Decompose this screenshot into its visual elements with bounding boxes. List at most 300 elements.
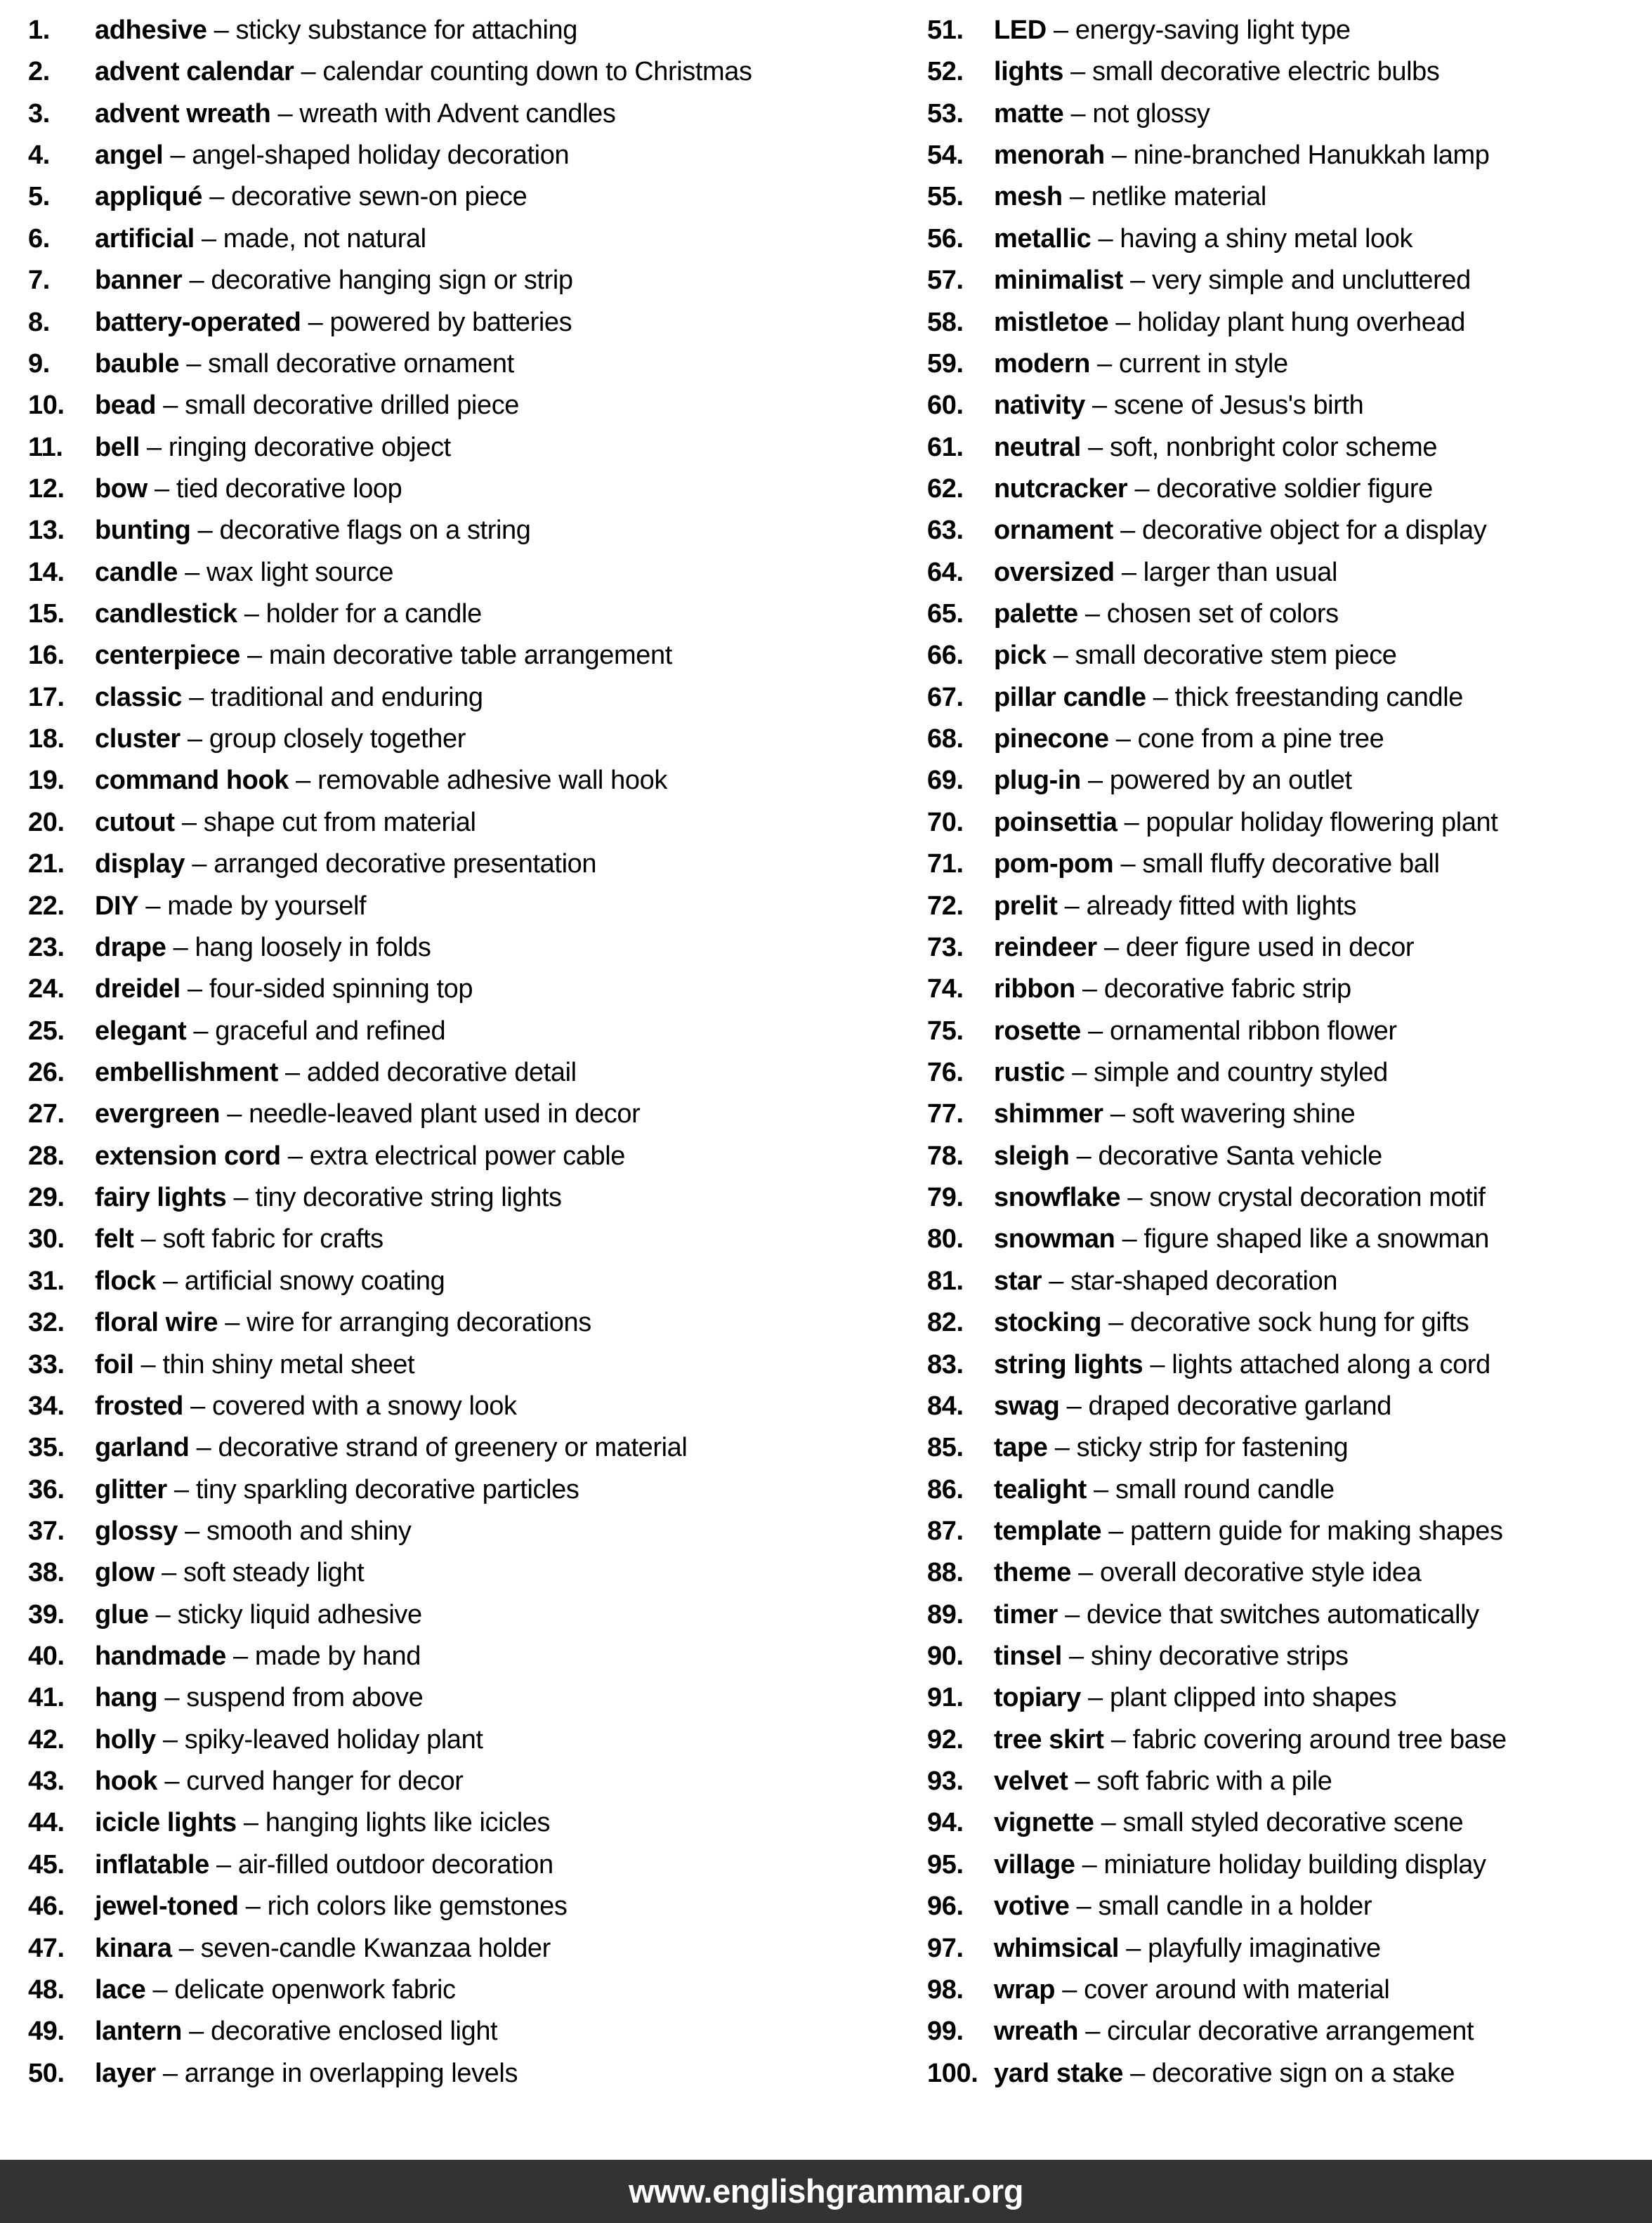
item-number: 46. <box>28 1891 65 1922</box>
item-term: nativity <box>994 391 1085 421</box>
item-number: 45. <box>28 1849 65 1880</box>
item-definition: – playfully imaginative <box>1119 1933 1381 1963</box>
item-term: icicle lights <box>95 1808 237 1838</box>
item-number: 81. <box>927 1266 964 1296</box>
item-term: reindeer <box>994 932 1097 962</box>
item-number: 98. <box>927 1974 964 2005</box>
vocab-item <box>28 93 752 135</box>
vocab-item <box>927 1844 1507 1886</box>
item-definition: – decorative enclosed light <box>181 2017 498 2047</box>
vocab-item <box>28 1928 752 1969</box>
item-definition: – main decorative table arrangement <box>240 641 672 671</box>
vocab-item <box>28 10 752 51</box>
item-number: 58. <box>927 307 964 337</box>
vocab-item <box>927 1219 1507 1260</box>
item-definition: – group closely together <box>180 724 466 754</box>
item-definition: – rich colors like gemstones <box>238 1891 568 1922</box>
item-term: classic <box>95 682 182 712</box>
item-definition: – decorative Santa vehicle <box>1069 1141 1382 1171</box>
item-term: command hook <box>95 766 289 796</box>
item-number: 47. <box>28 1933 65 1963</box>
item-number: 40. <box>28 1641 65 1672</box>
item-term: drape <box>95 932 166 962</box>
item-number: 82. <box>927 1308 964 1338</box>
vocab-item <box>927 719 1507 760</box>
item-term: votive <box>994 1891 1070 1922</box>
item-term: lace <box>95 1974 146 2005</box>
item-definition: – miniature holiday building display <box>1075 1849 1486 1880</box>
vocab-item <box>927 260 1507 301</box>
item-number: 37. <box>28 1516 65 1546</box>
item-definition: – soft steady light <box>154 1558 365 1588</box>
item-term: oversized <box>994 557 1115 587</box>
item-definition: – decorative soldier figure <box>1127 473 1433 504</box>
vocab-item <box>927 1636 1507 1677</box>
item-definition: – tiny sparkling decorative particles <box>166 1474 579 1504</box>
item-definition: – device that switches automatically <box>1057 1599 1479 1629</box>
item-term: string lights <box>994 1349 1143 1379</box>
item-term: rustic <box>994 1057 1066 1087</box>
item-definition: – made by yourself <box>138 891 367 921</box>
item-term: cutout <box>95 807 175 837</box>
item-definition: – circular decorative arrangement <box>1078 2017 1474 2047</box>
item-definition: – small decorative ornament <box>179 348 514 379</box>
item-term: hang <box>95 1683 158 1713</box>
item-number: 87. <box>927 1516 964 1546</box>
item-definition: – popular holiday flowering plant <box>1117 807 1498 837</box>
item-definition: – delicate openwork fabric <box>145 1974 456 2005</box>
item-number: 63. <box>927 516 964 546</box>
item-definition: – wreath with Advent candles <box>270 98 616 129</box>
item-number: 66. <box>927 641 964 671</box>
vocab-item <box>28 1219 752 1260</box>
item-number: 97. <box>927 1933 964 1963</box>
item-term: swag <box>994 1391 1060 1421</box>
item-definition: – soft fabric with a pile <box>1068 1766 1332 1797</box>
item-number: 24. <box>28 974 65 1004</box>
item-term: frosted <box>95 1391 183 1421</box>
vocab-item <box>927 1761 1507 1802</box>
item-number: 69. <box>927 766 964 796</box>
item-definition: – shape cut from material <box>174 807 476 837</box>
vocab-item <box>28 1302 752 1344</box>
vocab-item <box>28 1136 752 1177</box>
item-term: banner <box>95 265 183 296</box>
vocab-item <box>927 969 1507 1010</box>
item-definition: – very simple and uncluttered <box>1122 265 1471 296</box>
item-number: 32. <box>28 1308 65 1338</box>
item-number: 53. <box>927 98 964 129</box>
item-definition: – decorative fabric strip <box>1075 974 1351 1004</box>
item-number: 71. <box>927 849 964 879</box>
vocab-item <box>28 1386 752 1427</box>
item-term: tape <box>994 1433 1048 1463</box>
item-number: 23. <box>28 932 65 962</box>
item-number: 72. <box>927 891 964 921</box>
item-term: metallic <box>994 223 1092 254</box>
vocab-item <box>927 1719 1507 1761</box>
item-number: 60. <box>927 391 964 421</box>
item-term: snowman <box>994 1224 1115 1254</box>
item-definition: – wax light source <box>177 557 394 587</box>
item-term: appliqué <box>95 182 203 212</box>
item-definition: – small decorative drilled piece <box>156 391 520 421</box>
item-definition: – wire for arranging decorations <box>218 1308 591 1338</box>
item-definition: – angel-shaped holiday decoration <box>163 140 570 171</box>
vocab-item <box>927 886 1507 927</box>
vocab-item <box>28 1761 752 1802</box>
item-number: 78. <box>927 1141 964 1171</box>
item-number: 16. <box>28 641 65 671</box>
item-definition: – cover around with material <box>1055 1974 1390 2005</box>
vocab-item <box>927 1886 1507 1927</box>
item-definition: – thin shiny metal sheet <box>133 1349 415 1379</box>
item-number: 13. <box>28 516 65 546</box>
item-number: 73. <box>927 932 964 962</box>
item-definition: – sticky strip for fastening <box>1047 1433 1349 1463</box>
item-number: 100. <box>927 2058 978 2088</box>
item-definition: – ornamental ribbon flower <box>1080 1016 1397 1046</box>
item-term: pick <box>994 641 1047 671</box>
item-term: display <box>95 849 185 879</box>
item-definition: – decorative sewn-on piece <box>202 182 527 212</box>
item-definition: – suspend from above <box>157 1683 424 1713</box>
item-term: dreidel <box>95 974 181 1004</box>
item-term: nutcracker <box>994 473 1128 504</box>
item-term: cluster <box>95 724 181 754</box>
item-definition: – decorative object for a display <box>1113 516 1487 546</box>
item-term: template <box>994 1516 1102 1546</box>
item-number: 84. <box>927 1391 964 1421</box>
vocab-item <box>927 510 1507 551</box>
item-definition: – tied decorative loop <box>147 473 402 504</box>
item-definition: – draped decorative garland <box>1059 1391 1392 1421</box>
item-number: 59. <box>927 348 964 379</box>
vocab-item <box>28 1469 752 1511</box>
item-term: wreath <box>994 2017 1079 2047</box>
item-term: layer <box>95 2058 156 2088</box>
vocab-item <box>927 1344 1507 1386</box>
item-definition: – decorative flags on a string <box>190 516 531 546</box>
vocab-item <box>927 1802 1507 1844</box>
item-number: 62. <box>927 473 964 504</box>
item-number: 6. <box>28 223 50 254</box>
item-term: pinecone <box>994 724 1109 754</box>
item-term: glue <box>95 1599 149 1629</box>
item-term: adhesive <box>95 15 207 45</box>
item-term: glitter <box>95 1474 167 1504</box>
item-definition: – arranged decorative presentation <box>185 849 597 879</box>
item-number: 18. <box>28 724 65 754</box>
item-number: 11. <box>28 432 63 462</box>
item-term: hook <box>95 1766 158 1797</box>
item-definition: – holder for a candle <box>237 599 482 629</box>
item-definition: – traditional and enduring <box>181 682 483 712</box>
item-number: 42. <box>28 1724 65 1755</box>
item-term: star <box>994 1266 1042 1296</box>
vocab-item <box>28 51 752 93</box>
item-number: 21. <box>28 849 65 879</box>
item-term: pom-pom <box>994 849 1114 879</box>
item-definition: – simple and country styled <box>1065 1057 1388 1087</box>
vocab-item <box>927 677 1507 719</box>
item-definition: – decorative sign on a stake <box>1123 2058 1455 2088</box>
item-definition: – hanging lights like icicles <box>236 1808 551 1838</box>
item-definition: – sticky substance for attaching <box>206 15 577 45</box>
item-term: yard stake <box>994 2058 1124 2088</box>
item-term: whimsical <box>994 1933 1120 1963</box>
item-term: prelit <box>994 891 1058 921</box>
vocab-item <box>927 135 1507 176</box>
vocab-item <box>28 594 752 635</box>
item-number: 88. <box>927 1558 964 1588</box>
item-number: 15. <box>28 599 65 629</box>
item-term: artificial <box>95 223 195 254</box>
item-term: advent wreath <box>95 98 271 129</box>
vocab-item <box>927 552 1507 594</box>
item-term: candlestick <box>95 599 237 629</box>
item-term: stocking <box>994 1308 1102 1338</box>
item-term: foil <box>95 1349 134 1379</box>
item-definition: – curved hanger for decor <box>157 1766 464 1797</box>
item-term: poinsettia <box>994 807 1117 837</box>
vocab-item <box>927 844 1507 885</box>
item-term: mesh <box>994 182 1063 212</box>
item-definition: – tiny decorative string lights <box>226 1183 562 1213</box>
item-term: embellishment <box>95 1057 278 1087</box>
item-number: 34. <box>28 1391 65 1421</box>
vocab-item <box>927 1511 1507 1552</box>
item-number: 51. <box>927 15 964 45</box>
item-term: bow <box>95 473 148 504</box>
item-number: 89. <box>927 1599 964 1629</box>
item-term: glossy <box>95 1516 178 1546</box>
vocab-item <box>927 1386 1507 1427</box>
item-term: bell <box>95 432 140 462</box>
item-definition: – netlike material <box>1062 182 1266 212</box>
item-definition: – hang loosely in folds <box>166 932 431 962</box>
vocab-item <box>28 2011 752 2052</box>
vocab-item <box>28 886 752 927</box>
vocab-item <box>28 1177 752 1219</box>
vocab-item <box>28 1552 752 1594</box>
item-number: 7. <box>28 265 50 296</box>
item-definition: – artificial snowy coating <box>155 1266 445 1296</box>
item-number: 41. <box>28 1683 65 1713</box>
item-definition: – small fluffy decorative ball <box>1113 849 1440 879</box>
item-definition: – four-sided spinning top <box>180 974 473 1004</box>
item-term: modern <box>994 348 1090 379</box>
vocab-item <box>28 760 752 801</box>
item-term: tealight <box>994 1474 1087 1504</box>
item-term: matte <box>994 98 1064 129</box>
vocab-item <box>927 1011 1507 1052</box>
vocab-item <box>28 844 752 885</box>
item-number: 39. <box>28 1599 65 1629</box>
item-term: evergreen <box>95 1099 221 1129</box>
vocab-item <box>28 802 752 844</box>
item-definition: – plant clipped into shapes <box>1080 1683 1397 1713</box>
vocab-item <box>927 51 1507 93</box>
item-number: 25. <box>28 1016 65 1046</box>
item-number: 64. <box>927 557 964 587</box>
vocab-item <box>927 1594 1507 1636</box>
item-definition: – snow crystal decoration motif <box>1120 1183 1486 1213</box>
vocab-item <box>927 2053 1507 2094</box>
item-term: tree skirt <box>994 1724 1104 1755</box>
item-definition: – air-filled outdoor decoration <box>209 1849 553 1880</box>
item-number: 44. <box>28 1808 65 1838</box>
item-term: shimmer <box>994 1099 1103 1129</box>
item-definition: – arrange in overlapping levels <box>155 2058 518 2088</box>
vocab-item <box>927 1677 1507 1719</box>
item-definition: – small decorative electric bulbs <box>1063 57 1440 87</box>
item-term: garland <box>95 1433 190 1463</box>
item-definition: – current in style <box>1089 348 1288 379</box>
item-number: 90. <box>927 1641 964 1672</box>
item-definition: – larger than usual <box>1114 557 1338 587</box>
item-number: 30. <box>28 1224 65 1254</box>
item-definition: – already fitted with lights <box>1057 891 1357 921</box>
vocab-item <box>28 510 752 551</box>
vocab-item <box>28 635 752 676</box>
item-definition: – nine-branched Hanukkah lamp <box>1104 140 1490 171</box>
item-number: 94. <box>927 1808 964 1838</box>
item-number: 96. <box>927 1891 964 1922</box>
vocab-item <box>927 1469 1507 1511</box>
vocab-item <box>28 1802 752 1844</box>
vocab-item <box>927 1969 1507 2011</box>
item-term: ornament <box>994 516 1113 546</box>
item-number: 80. <box>927 1224 964 1254</box>
vocab-item <box>927 1052 1507 1094</box>
item-term: flock <box>95 1266 156 1296</box>
item-definition: – deer figure used in decor <box>1096 932 1415 962</box>
vocab-item <box>927 594 1507 635</box>
item-number: 33. <box>28 1349 65 1379</box>
item-definition: – soft fabric for crafts <box>133 1224 383 1254</box>
item-definition: – not glossy <box>1063 98 1210 129</box>
item-term: advent calendar <box>95 57 294 87</box>
item-number: 55. <box>927 182 964 212</box>
item-number: 54. <box>927 140 964 171</box>
vocab-list-right <box>927 10 1507 2094</box>
item-definition: – thick freestanding candle <box>1146 682 1463 712</box>
vocab-item <box>927 1302 1507 1344</box>
vocab-item <box>927 1094 1507 1135</box>
item-number: 38. <box>28 1558 65 1588</box>
item-term: extension cord <box>95 1141 281 1171</box>
item-number: 12. <box>28 473 65 504</box>
item-number: 27. <box>28 1099 65 1129</box>
vocab-item <box>28 1052 752 1094</box>
item-number: 70. <box>927 807 964 837</box>
item-definition: – needle-leaved plant used in decor <box>220 1099 641 1129</box>
item-definition: – figure shaped like a snowman <box>1115 1224 1490 1254</box>
vocab-item <box>28 427 752 468</box>
item-number: 86. <box>927 1474 964 1504</box>
item-definition: – chosen set of colors <box>1077 599 1339 629</box>
footer-bar <box>0 2160 1652 2223</box>
item-number: 9. <box>28 348 50 379</box>
vocab-item <box>28 343 752 385</box>
item-term: angel <box>95 140 164 171</box>
item-number: 91. <box>927 1683 964 1713</box>
item-term: village <box>994 1849 1075 1880</box>
item-term: timer <box>994 1599 1058 1629</box>
item-definition: – removable adhesive wall hook <box>289 766 667 796</box>
item-term: topiary <box>994 1683 1081 1713</box>
item-definition: – added decorative detail <box>277 1057 577 1087</box>
vocab-item <box>28 176 752 218</box>
vocab-item <box>927 1427 1507 1469</box>
vocab-item <box>927 385 1507 426</box>
item-term: battery-operated <box>95 307 301 337</box>
item-number: 26. <box>28 1057 65 1087</box>
item-definition: – decorative hanging sign or strip <box>182 265 573 296</box>
vocab-item <box>927 1136 1507 1177</box>
vocab-item <box>28 1344 752 1386</box>
item-term: ribbon <box>994 974 1075 1004</box>
item-number: 43. <box>28 1766 65 1797</box>
item-number: 74. <box>927 974 964 1004</box>
item-number: 49. <box>28 2017 65 2047</box>
item-number: 22. <box>28 891 65 921</box>
item-number: 35. <box>28 1433 65 1463</box>
item-definition: – soft wavering shine <box>1103 1099 1356 1129</box>
item-number: 31. <box>28 1266 65 1296</box>
vocab-item <box>28 385 752 426</box>
item-term: LED <box>994 15 1047 45</box>
vocab-item <box>927 802 1507 844</box>
item-term: menorah <box>994 140 1105 171</box>
item-term: vignette <box>994 1808 1094 1838</box>
vocab-item <box>28 468 752 510</box>
vocab-item <box>28 1511 752 1552</box>
item-number: 50. <box>28 2058 65 2088</box>
item-term: jewel-toned <box>95 1891 239 1922</box>
vocab-item <box>927 302 1507 343</box>
item-number: 92. <box>927 1724 964 1755</box>
item-definition: – lights attached along a cord <box>1143 1349 1490 1379</box>
item-number: 36. <box>28 1474 65 1504</box>
item-term: inflatable <box>95 1849 209 1880</box>
item-term: bead <box>95 391 157 421</box>
vocab-item <box>927 1928 1507 1969</box>
item-number: 3. <box>28 98 50 129</box>
item-number: 83. <box>927 1349 964 1379</box>
vocab-item <box>28 135 752 176</box>
item-definition: – star-shaped decoration <box>1042 1266 1338 1296</box>
item-number: 20. <box>28 807 65 837</box>
vocab-item <box>28 719 752 760</box>
item-term: palette <box>994 599 1078 629</box>
vocab-item <box>927 176 1507 218</box>
item-definition: – covered with a snowy look <box>183 1391 517 1421</box>
vocab-item <box>28 1719 752 1761</box>
item-number: 95. <box>927 1849 964 1880</box>
item-number: 4. <box>28 140 50 171</box>
item-number: 65. <box>927 599 964 629</box>
item-number: 93. <box>927 1766 964 1797</box>
vocab-item <box>927 2011 1507 2052</box>
item-term: snowflake <box>994 1183 1121 1213</box>
vocab-item <box>28 677 752 719</box>
vocab-item <box>28 1677 752 1719</box>
vocab-item <box>927 1177 1507 1219</box>
item-number: 67. <box>927 682 964 712</box>
item-definition: – graceful and refined <box>186 1016 446 1046</box>
